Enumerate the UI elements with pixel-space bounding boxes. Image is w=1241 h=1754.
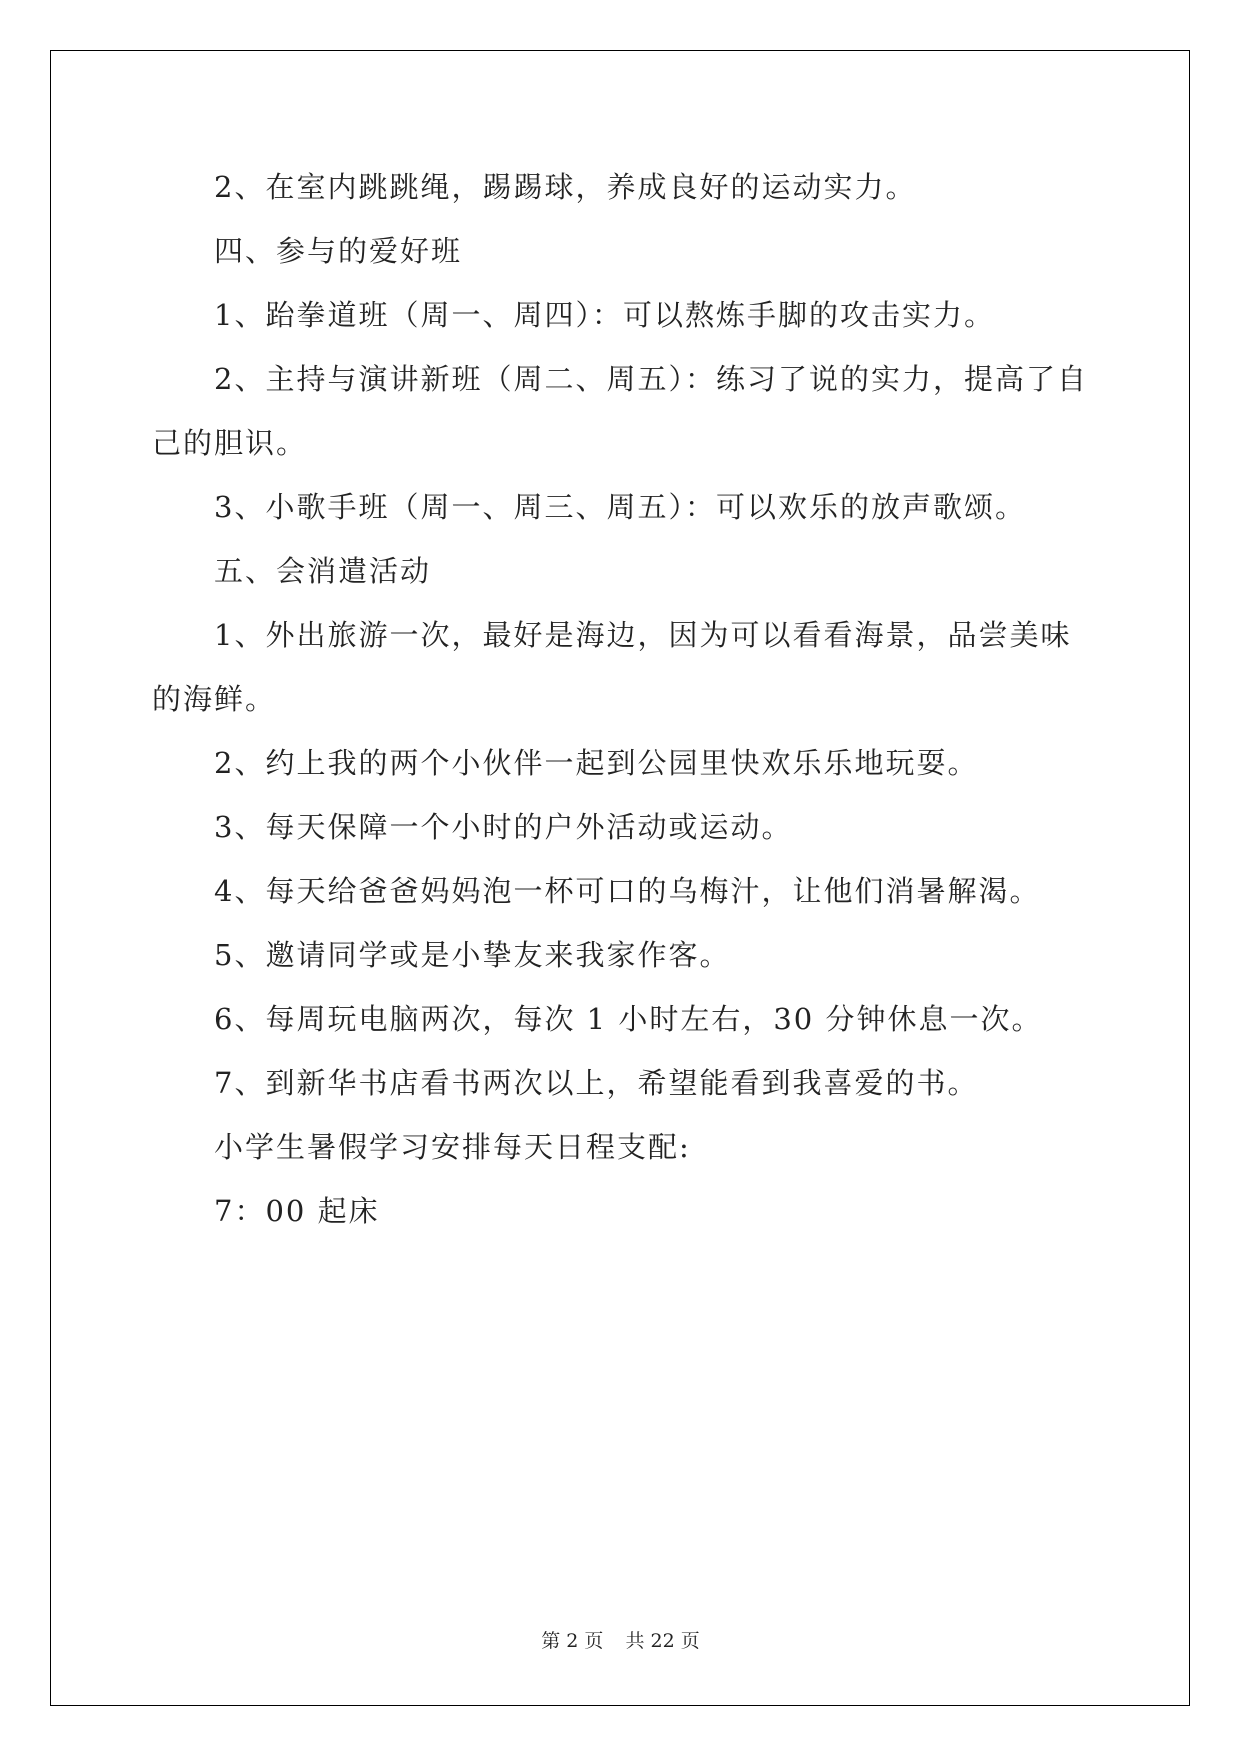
paragraph: 5、邀请同学或是小挚友来我家作客。 [214,938,731,972]
paragraph: 6、每周玩电脑两次，每次 1 小时左右，30 分钟休息一次。 [214,1002,1043,1036]
paragraph: 3、小歌手班（周一、周三、周五）：可以欢乐的放声歌颂。 [214,490,1026,524]
section-heading: 四、参与的爱好班 [214,234,463,268]
paragraph: 1、跆拳道班（周一、周四）：可以熬炼手脚的攻击实力。 [214,298,995,332]
paragraph: 小学生暑假学习安排每天日程支配: [214,1130,691,1164]
paragraph: 2、约上我的两个小伙伴一起到公园里快欢乐乐地玩耍。 [214,746,979,780]
document-body [152,155,1092,1243]
page-total: 共 22 页 [625,1630,700,1652]
section-heading: 五、会消遣活动 [214,554,432,588]
paragraph: 3、每天保障一个小时的户外活动或运动。 [214,810,793,844]
paragraph: 4、每天给爸爸妈妈泡一杯可口的乌梅汁，让他们消暑解渴。 [214,874,1041,908]
paragraph: 2、在室内跳跳绳，踢踢球，养成良好的运动实力。 [214,170,917,204]
paragraph: 2、主持与演讲新班（周二、周五）：练习了说的实力，提高了自己的胆识。 [152,362,1088,460]
paragraph: 7、到新华书店看书两次以上，希望能看到我喜爱的书。 [214,1066,979,1100]
page-footer [0,1626,1241,1653]
paragraph: 7：00 起床 [214,1194,380,1228]
page-number: 第 2 页 [541,1630,604,1652]
paragraph: 1、外出旅游一次，最好是海边，因为可以看看海景，品尝美味的海鲜。 [152,618,1072,716]
